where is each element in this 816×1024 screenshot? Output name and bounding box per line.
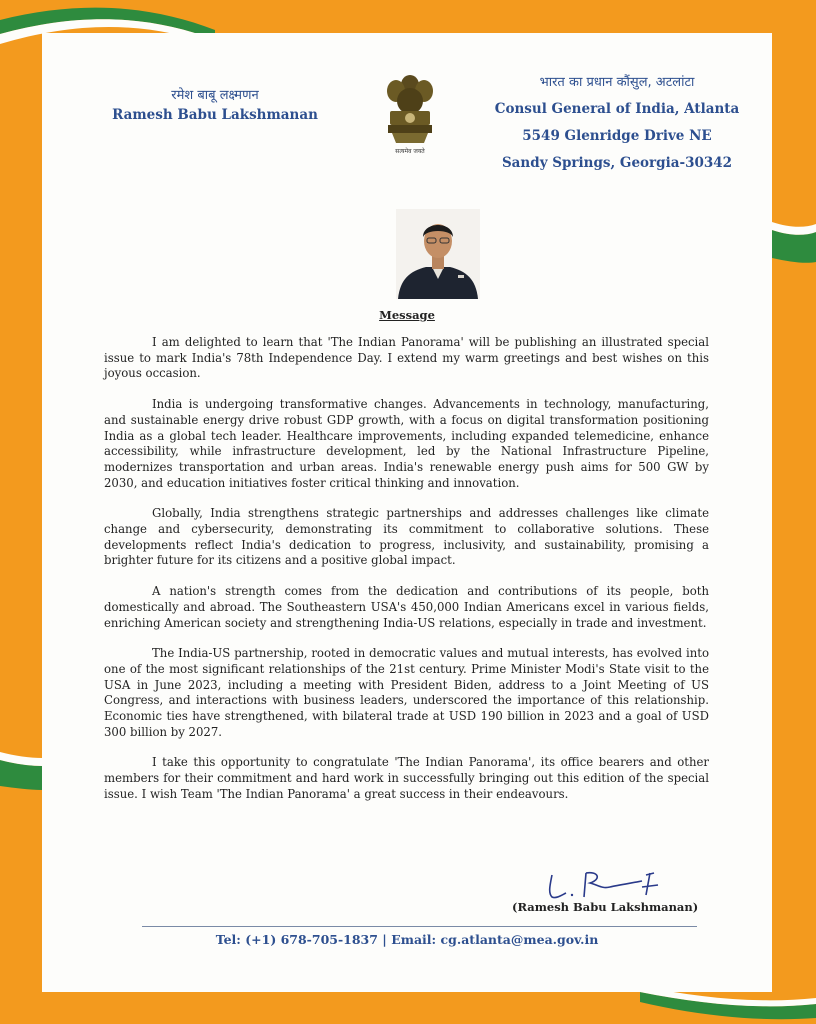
emblem-motto: सत्यमेव जयते — [395, 148, 425, 155]
message-paragraph: A nation's strength comes from the dedication and contributions of its people, both domestically and abroad. The Southeastern USA's 450,000 Indian Americans excel in various fields, enriching American society and strengthening India-US relations, especially in trade and investment. — [104, 584, 709, 630]
message-paragraph: I am delighted to learn that 'The Indian Panorama' will be publishing an illustrated special issue to mark India's 78th Independence Day. I extend my warm greetings and best wishes on this joyous occasion. — [104, 335, 709, 381]
message-paragraph: Globally, India strengthens strategic partnerships and addresses challenges like climate change and cybersecurity, demonstrating its commitment to collaborative solutions. These developments reflect India's dedication to progress, inclusivity, and sustainability, promising a brighter future for its citizens and a positive global impact. — [104, 506, 709, 568]
footer-divider — [142, 926, 697, 927]
office-block — [482, 69, 752, 177]
sender-name: Ramesh Babu Lakshmanan — [112, 107, 318, 123]
message-paragraph: I take this opportunity to congratulate 'The Indian Panorama', its office bearers and other members for their commitment and hard work in successfully bringing out this edition of the special issue. I wish Team 'The Indian Panorama' a great success in their endeavours. — [104, 755, 709, 801]
office-hindi-title: भारत का प्रधान कौंसुल, अटलांटा — [539, 75, 695, 90]
sender-hindi-name: रमेश बाबू लक्ष्मणन — [171, 88, 259, 103]
message-body — [104, 335, 709, 818]
office-title: Consul General of India, Atlanta — [494, 101, 740, 117]
footer-contact: Tel: (+1) 678-705-1837 | Email: cg.atlanta@mea.gov.in — [215, 932, 599, 947]
message-paragraph: India is undergoing transformative changes. Advancements in technology, manufacturing, and sustainable energy drive robust GDP growth, with a focus on digital transformation positioning India as a global tech leader. Healthcare improvements, including expanded telemedicine, enhance accessibility, while infrastructure development, led by the National Infrastructure Pipeline, modernizes transportation and urban areas. India's renewable energy push aims for 500 GW by 2030, and education initiatives foster critical thinking and innovation. — [104, 397, 709, 490]
office-address-line1: 5549 Glenridge Drive NE — [522, 128, 712, 144]
signature-icon — [542, 865, 672, 905]
sender-block — [100, 85, 330, 123]
office-address-line2: Sandy Springs, Georgia-30342 — [501, 155, 733, 171]
message-title: Message — [379, 308, 435, 322]
portrait-photo — [396, 209, 480, 299]
message-paragraph: The India-US partnership, rooted in democratic values and mutual interests, has evolved into one of the most significant relationships of the 21st century. Prime Minister Modi's State visit to the USA in June 2023, including a meeting with President Biden, address to a Joint Meeting of US Congress, and interactions with business leaders, underscored the importance of this relationship. Economic ties have strengthened, with bilateral trade at USD 190 billion in 2023 and a goal of USD 300 billion by 2027. — [104, 646, 709, 739]
signatory-name: (Ramesh Babu Lakshmanan) — [512, 900, 699, 914]
letter-sheet — [42, 33, 772, 992]
